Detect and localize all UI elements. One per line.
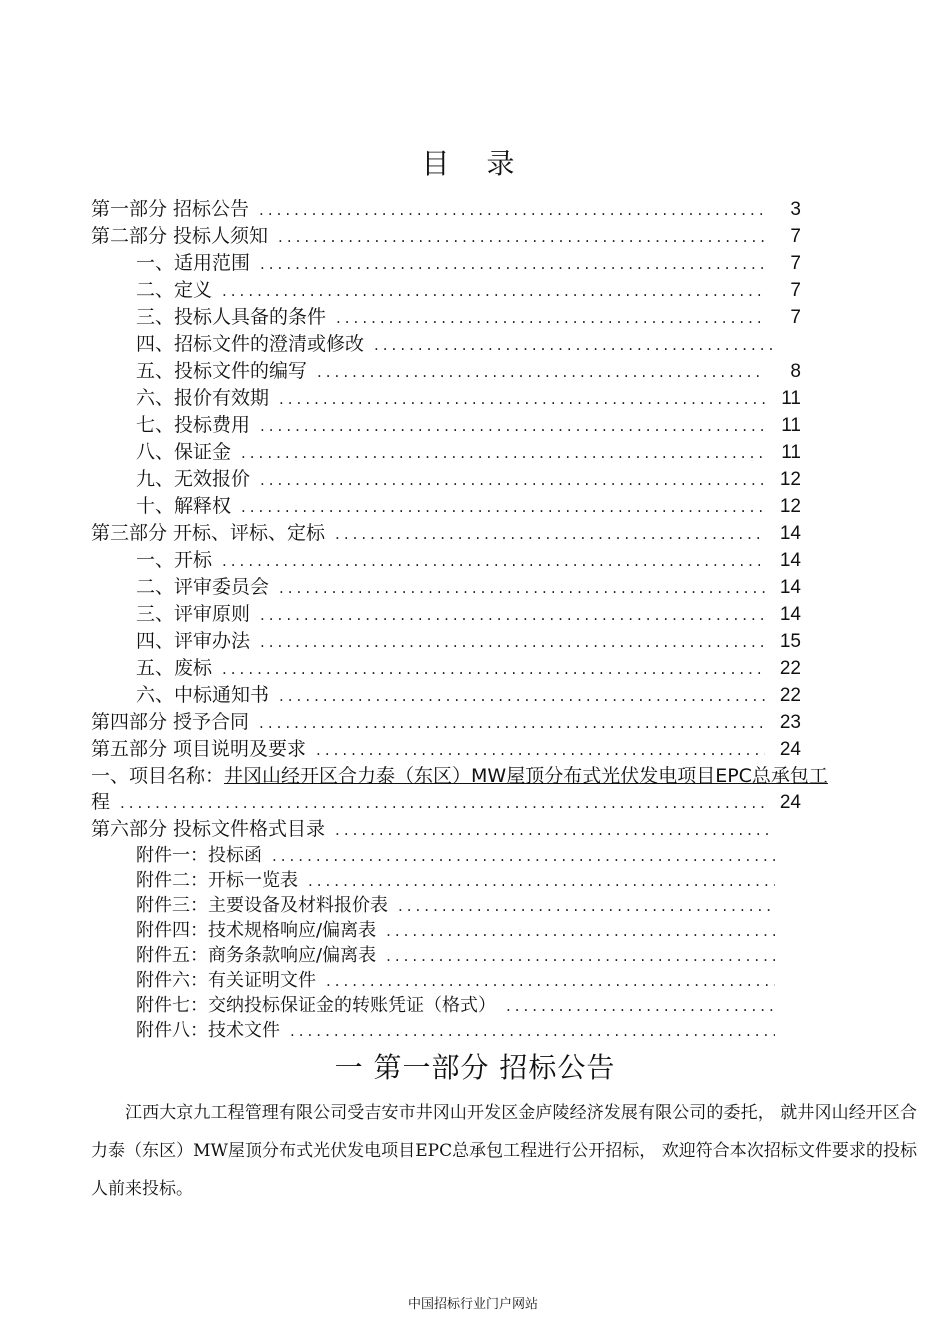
toc-row[interactable] [91,250,801,277]
toc-label: 附件六：有关证明文件 [136,970,316,991]
toc-project-entry [91,763,828,789]
toc-row[interactable] [91,385,801,412]
leader-dots [290,1019,775,1044]
toc-row[interactable] [91,682,801,709]
toc-label: 七、投标费用 [136,414,251,436]
toc-label: 附件七：交纳投标保证金的转账凭证（格式） [136,995,496,1016]
toc-label: 第六部分 投标文件格式目录 [91,818,326,840]
toc-label: 一、开标 [136,549,213,571]
toc-main-list [91,196,801,763]
leader-dots [120,790,765,817]
toc-label: 九、无效报价 [136,468,251,490]
toc-label: 第四部分 授予合同 [91,711,250,733]
toc-page-number: 22 [779,685,801,706]
toc-page-number: 11 [781,442,801,463]
toc-label: 附件四：技术规格响应/偏离表 [136,920,377,941]
leader-dots [222,656,765,683]
toc-row[interactable] [91,893,801,918]
leader-dots [506,994,775,1019]
toc-label: 六、报价有效期 [136,387,270,409]
toc-row[interactable] [91,601,801,628]
leader-dots [259,197,765,224]
toc-title: 目 录 [421,147,529,180]
toc-row[interactable] [91,358,801,385]
leader-dots [316,737,765,764]
leader-dots [386,919,775,944]
leader-dots [222,548,765,575]
toc-page-number: 11 [781,388,801,409]
toc-page-number: 7 [790,307,801,328]
leader-dots [241,440,765,467]
toc-page-number: 24 [779,739,801,760]
toc-row[interactable] [91,993,801,1018]
toc-page-number: 24 [779,792,801,813]
toc-row[interactable] [91,816,801,843]
toc-row[interactable] [91,277,801,304]
toc-row[interactable] [91,843,801,868]
leader-dots [336,305,765,332]
project-link[interactable]: 井冈山经开区合力泰（东区）MW屋顶分布式光伏发电项目EPC总承包工 [224,765,828,787]
table-of-contents [91,196,828,1043]
toc-page-number: 23 [779,712,801,733]
toc-label: 附件三：主要设备及材料报价表 [136,895,388,916]
leader-dots [260,602,765,629]
toc-label: 四、评审办法 [136,630,251,652]
toc-page-number: 8 [790,361,801,382]
toc-page-number: 14 [779,550,801,571]
toc-label: 第五部分 项目说明及要求 [91,738,307,760]
toc-row[interactable] [91,547,801,574]
toc-page-number: 12 [779,496,801,517]
toc-page-number: 11 [781,415,801,436]
leader-dots [260,413,765,440]
toc-row[interactable] [91,789,801,816]
attachment-list [91,843,801,1043]
toc-row[interactable] [91,918,801,943]
toc-label: 附件八：技术文件 [136,1020,280,1041]
toc-page-number: 14 [779,523,801,544]
toc-page-number: 14 [779,604,801,625]
toc-row[interactable] [91,868,801,893]
toc-page-number: 7 [790,280,801,301]
toc-page-number: 7 [790,253,801,274]
leader-dots [335,521,765,548]
leader-dots [278,224,765,251]
toc-label: 五、废标 [136,657,213,679]
toc-row[interactable] [91,196,801,223]
toc-label: 一、适用范围 [136,252,251,274]
toc-row[interactable] [91,943,801,968]
toc-row[interactable] [91,520,801,547]
toc-label: 十、解释权 [136,495,232,517]
toc-row[interactable] [91,574,801,601]
leader-dots [259,710,765,737]
toc-row[interactable] [91,493,801,520]
toc-row[interactable] [91,628,801,655]
leader-dots [222,278,765,305]
leader-dots [374,332,775,359]
leader-dots [272,844,775,869]
leader-dots [260,629,765,656]
footer-text: 中国招标行业门户网站 [408,1297,539,1312]
body-paragraph: 江西大京九工程管理有限公司受吉安市井冈山开发区金庐陵经济发展有限公司的委托， 就井冈山经开区合力泰（东区）MW屋顶分布式光伏发电项目EPC总承包工程进行公开招标， 欢迎符合本次招标文件要求的投标人前来投标。 [91,1103,917,1199]
toc-label: 附件二：开标一览表 [136,870,298,891]
toc-row[interactable] [91,709,801,736]
leader-dots [279,386,765,413]
toc-row[interactable] [91,466,801,493]
toc-page-number: 7 [790,226,801,247]
leader-dots [279,575,765,602]
project-prefix: 一、项目名称： [91,765,225,787]
toc-label: 第三部分 开标、评标、定标 [91,522,326,544]
toc-row[interactable] [91,655,801,682]
toc-label: 四、招标文件的澄清或修改 [136,333,365,355]
leader-dots [335,817,775,844]
toc-label: 五、投标文件的编写 [136,360,308,382]
project-continuation: 程 [91,791,111,813]
toc-label: 六、中标通知书 [136,684,270,706]
toc-label: 附件一：投标函 [136,845,262,866]
toc-row[interactable] [91,736,801,763]
leader-dots [326,969,775,994]
toc-page-number: 15 [779,631,801,652]
toc-label: 附件五：商务条款响应/偏离表 [136,945,377,966]
toc-label: 第二部分 投标人须知 [91,225,269,247]
toc-page-number: 12 [779,469,801,490]
toc-row[interactable] [91,304,801,331]
leader-dots [386,944,775,969]
leader-dots [317,359,765,386]
toc-row[interactable] [91,439,801,466]
leader-dots [260,251,765,278]
toc-page-number: 14 [779,577,801,598]
leader-dots [241,494,765,521]
toc-page-number: 22 [779,658,801,679]
section-heading: 一 第一部分 招标公告 [334,1051,616,1084]
toc-label: 八、保证金 [136,441,232,463]
toc-row[interactable] [91,223,801,250]
leader-dots [279,683,765,710]
toc-label: 三、评审原则 [136,603,251,625]
leader-dots [260,467,765,494]
toc-row[interactable] [91,331,801,358]
toc-row[interactable] [91,412,801,439]
toc-label: 二、评审委员会 [136,576,270,598]
toc-page-number: 3 [790,199,801,220]
toc-label: 第一部分 招标公告 [91,198,250,220]
toc-label: 三、投标人具备的条件 [136,306,327,328]
toc-row[interactable] [91,968,801,993]
toc-row[interactable] [91,1018,801,1043]
leader-dots [308,869,775,894]
leader-dots [398,894,775,919]
toc-label: 二、定义 [136,279,213,301]
